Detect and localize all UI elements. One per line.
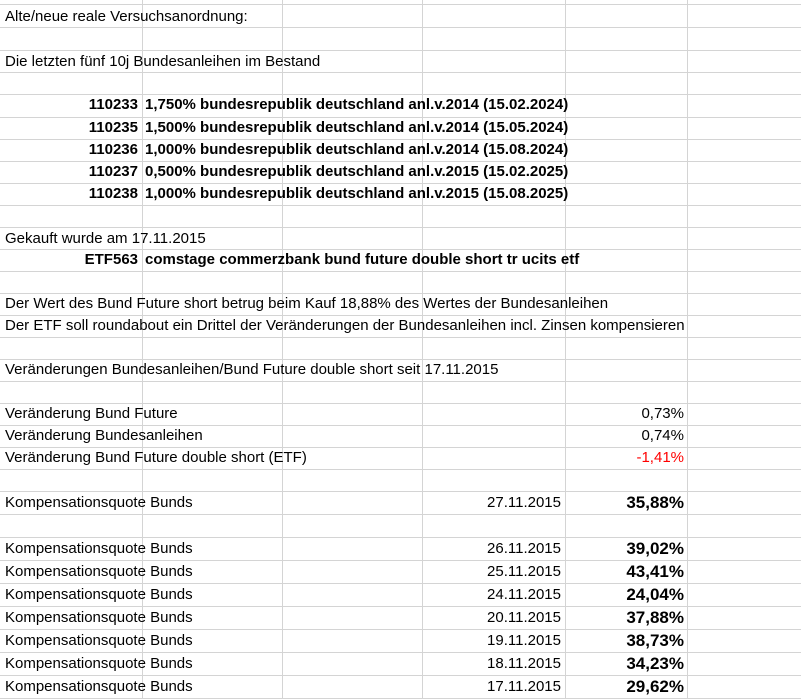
bond-name-cell[interactable]: 1,000% bundesrepublik deutschland anl.v.2015 (15.08.2025) — [145, 185, 569, 202]
quote-value-cell[interactable]: 37,88% — [626, 608, 684, 627]
quote-label-cell[interactable]: Kompensationsquote Bunds — [5, 655, 193, 672]
bought-date-cell[interactable]: Gekauft wurde am 17.11.2015 — [5, 230, 206, 247]
quote-date-cell[interactable]: 27.11.2015 — [487, 494, 561, 511]
quote-value-cell[interactable]: 24,04% — [626, 585, 684, 604]
quote-label-cell[interactable]: Kompensationsquote Bunds — [5, 632, 193, 649]
quote-value-cell[interactable]: 38,73% — [626, 631, 684, 650]
quote-date-cell[interactable]: 24.11.2015 — [487, 586, 561, 603]
quote-label-cell[interactable]: Kompensationsquote Bunds — [5, 563, 193, 580]
quote-label-cell[interactable]: Kompensationsquote Bunds — [5, 494, 193, 511]
note-cell[interactable]: Der ETF soll roundabout ein Drittel der Veränderungen der Bundesanleihen incl. Zinsen kompensieren — [5, 317, 685, 334]
bond-id-cell[interactable]: 110233 — [88, 96, 138, 113]
quote-date-cell[interactable]: 17.11.2015 — [487, 678, 561, 695]
changes-title-cell[interactable]: Veränderungen Bundesanleihen/Bund Future double short seit 17.11.2015 — [5, 361, 499, 378]
bond-id-cell[interactable]: 110237 — [88, 163, 138, 180]
bond-name-cell[interactable]: 1,500% bundesrepublik deutschland anl.v.2014 (15.05.2024) — [145, 119, 569, 136]
quote-label-cell[interactable]: Kompensationsquote Bunds — [5, 678, 193, 695]
quote-label-cell[interactable]: Kompensationsquote Bunds — [5, 540, 193, 557]
change-value-cell[interactable]: 0,73% — [641, 405, 684, 422]
bond-name-cell[interactable]: 1,750% bundesrepublik deutschland anl.v.2014 (15.02.2024) — [145, 96, 569, 113]
quote-date-cell[interactable]: 20.11.2015 — [487, 609, 561, 626]
etf-name-cell[interactable]: comstage commerzbank bund future double short tr ucits etf — [145, 251, 580, 268]
quote-value-cell[interactable]: 39,02% — [626, 539, 684, 558]
note-cell[interactable]: Der Wert des Bund Future short betrug beim Kauf 18,88% des Wertes der Bundesanleihen — [5, 295, 609, 312]
bond-id-cell[interactable]: 110238 — [88, 185, 138, 202]
intro-cell[interactable]: Alte/neue reale Versuchsanordnung: — [5, 8, 248, 25]
change-value-cell[interactable]: 0,74% — [641, 427, 684, 444]
quote-date-cell[interactable]: 19.11.2015 — [487, 632, 561, 649]
quote-date-cell[interactable]: 26.11.2015 — [487, 540, 561, 557]
change-label-cell[interactable]: Veränderung Bund Future double short (ETF) — [5, 449, 307, 466]
change-value-cell-negative[interactable]: -1,41% — [636, 449, 684, 466]
holdings-title-cell[interactable]: Die letzten fünf 10j Bundesanleihen im Bestand — [5, 53, 321, 70]
bond-id-cell[interactable]: 110235 — [88, 119, 138, 136]
bond-id-cell[interactable]: 110236 — [88, 141, 138, 158]
quote-date-cell[interactable]: 18.11.2015 — [487, 655, 561, 672]
quote-value-cell[interactable]: 29,62% — [626, 677, 684, 696]
change-label-cell[interactable]: Veränderung Bund Future — [5, 405, 178, 422]
bond-name-cell[interactable]: 0,500% bundesrepublik deutschland anl.v.2015 (15.02.2025) — [145, 163, 569, 180]
etf-id-cell[interactable]: ETF563 — [84, 251, 138, 268]
quote-value-cell[interactable]: 34,23% — [626, 654, 684, 673]
quote-label-cell[interactable]: Kompensationsquote Bunds — [5, 586, 193, 603]
quote-value-cell[interactable]: 43,41% — [626, 562, 684, 581]
bond-name-cell[interactable]: 1,000% bundesrepublik deutschland anl.v.2014 (15.08.2024) — [145, 141, 569, 158]
change-label-cell[interactable]: Veränderung Bundesanleihen — [5, 427, 203, 444]
quote-value-cell[interactable]: 35,88% — [626, 493, 684, 512]
quote-label-cell[interactable]: Kompensationsquote Bunds — [5, 609, 193, 626]
quote-date-cell[interactable]: 25.11.2015 — [487, 563, 561, 580]
